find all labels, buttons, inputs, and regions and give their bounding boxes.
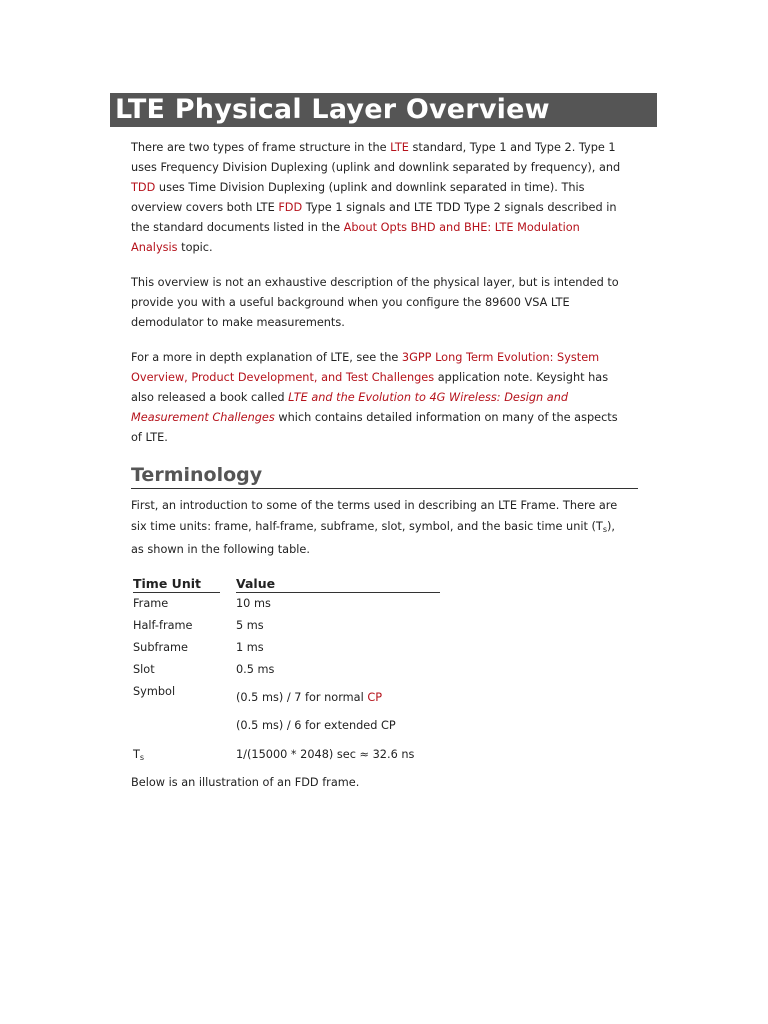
link-about-opts[interactable]: About Opts BHD and BHE: LTE Modulation Analysis [131,221,580,254]
table-cell-unit: Subframe [133,641,189,654]
text: Type 1 signals and LTE TDD Type 2 signals described in the standard documents listed in the [131,201,617,234]
link-tdd[interactable]: TDD [131,181,156,194]
text: ), as shown in the following table. [131,519,615,556]
table-cell-unit: Symbol [133,685,176,698]
terminology-intro [131,496,626,561]
table-cell-value: 1/(15000 * 2048) sec ≈ 32.6 ns [236,748,415,761]
text: standard, Type 1 and Type 2. Type 1 uses Frequency Division Duplexing (uplink and downlink separated by frequency), and [131,141,621,174]
main-content [131,138,626,463]
fdd-frame-caption: Below is an illustration of an FDD frame. [131,776,360,789]
table-cell-unit: Half-frame [133,619,193,632]
paragraph-overview-note: This overview is not an exhaustive description of the physical layer, but is intended to provide you with a useful background when you configure the 89600 VSA LTE demodulator to make measurements. [131,276,619,329]
subscript: s [139,753,145,762]
link-lte[interactable]: LTE [390,141,409,154]
table-cell-value: (0.5 ms) / 6 for extended CP [236,719,396,732]
link-3gpp-app-note[interactable]: 3GPP Long Term Evolution: System Overview, Product Development, and Test Challenges [131,351,600,384]
table-header-time-unit: Time Unit [133,575,220,593]
table-cell-unit: Frame [133,597,169,610]
text: which contains detailed information on many of the aspects of LTE. [131,411,618,444]
text: For a more in depth explanation of LTE, see the [131,351,402,364]
link-lte-book[interactable]: LTE and the Evolution to 4G Wireless: Design and Measurement Challenges [131,391,569,424]
table-cell-value: 1 ms [236,641,264,654]
table-cell-value: 10 ms [236,597,271,610]
text: topic. [177,241,213,254]
link-fdd[interactable]: FDD [278,201,303,214]
text: uses Time Division Duplexing (uplink and downlink separated in time). This overview covers both LTE [131,181,585,214]
text: T [133,748,140,761]
table-cell-unit: Slot [133,663,155,676]
text: There are two types of frame structure in the [131,141,391,154]
table-cell-value: 5 ms [236,619,264,632]
text: application note. Keysight has also released a book called [131,371,609,404]
table-cell-unit [133,747,144,766]
title-bar [110,93,657,127]
table-header-value: Value [236,575,440,593]
subscript: s [602,524,607,534]
table-cell-value: 0.5 ms [236,663,275,676]
text: (0.5 ms) / 7 for normal [236,691,368,704]
section-heading-terminology: Terminology [131,463,638,489]
page-title: LTE Physical Layer Overview [115,94,550,125]
text: First, an introduction to some of the terms used in describing an LTE Frame. There are six time units: frame, half-frame, subframe, slot, symbol, and the basic time unit (T [131,499,618,533]
link-cp[interactable]: CP [367,691,383,704]
paragraph-frame-types [131,138,626,258]
table-cell-value [236,690,382,706]
paragraph-more-info [131,348,626,448]
